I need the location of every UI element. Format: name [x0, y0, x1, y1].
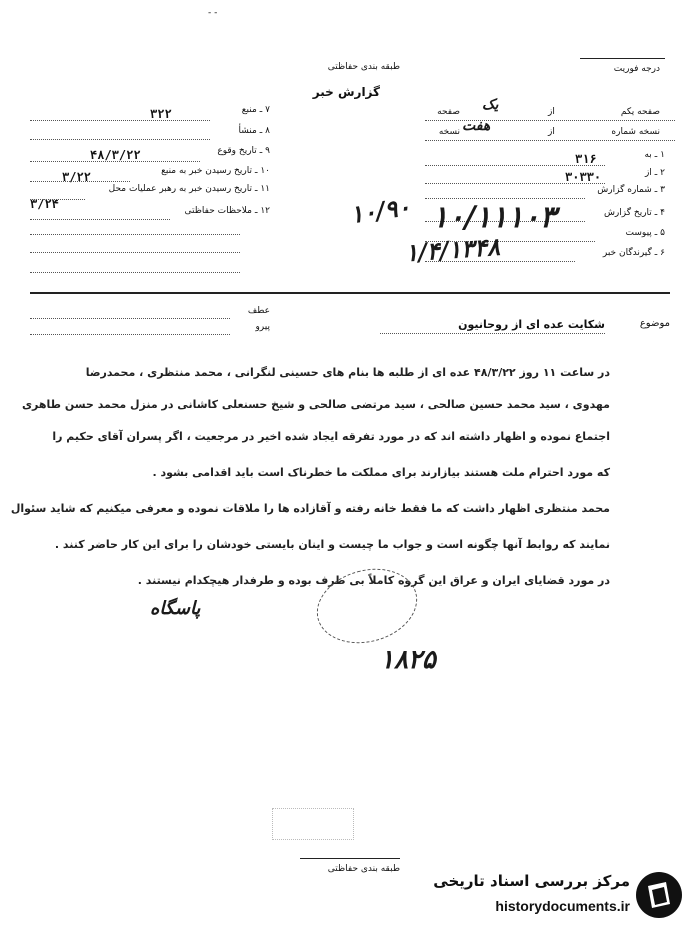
- field-to-value: ۳۱۶: [575, 152, 597, 166]
- brand-logo-icon: [636, 872, 682, 918]
- field-report-number-label: ۳ ـ شماره گزارش: [597, 185, 665, 195]
- faint-mark: [272, 808, 354, 840]
- body-line: در مورد قضایای ایران و عراق این گروه کاملاً بی طرف بوده و طرفدار هیچکدام نیستند .: [137, 574, 610, 587]
- classification-top: طبقه بندی حفاظتی: [327, 62, 400, 72]
- field-security-notes-label: ۱۲ ـ ملاحظات حفاظتی: [184, 206, 270, 216]
- subject-text: شکایت عده ای از روحانیون: [458, 318, 605, 331]
- field-from-value: ۳۰۳۳۰: [565, 170, 602, 184]
- watermark: [420, 868, 690, 924]
- handwritten-signature-number: ۱۸۲۵: [380, 645, 436, 675]
- field-news-to-leader-label: ۱۱ ـ تاریخ رسیدن خبر به رهبر عملیات محل: [108, 184, 270, 194]
- official-stamp: [308, 558, 425, 654]
- field-to-label: ۱ ـ به: [644, 150, 665, 160]
- handwritten-ref: ۱۰/۱۱۱۰۳: [432, 200, 556, 235]
- field-page-value: یک: [482, 97, 499, 113]
- field-page-suffix: صفحه: [437, 107, 460, 117]
- field-news-to-source-label: ۱۰ ـ تاریخ رسیدن خبر به منبع: [161, 166, 270, 176]
- handwritten-date: ۱/۴/۱۳۴۸: [404, 231, 501, 268]
- field-source-label: ۷ ـ منبع: [241, 105, 270, 115]
- subject-label: موضوع: [639, 318, 670, 329]
- field-from-label: ۲ ـ از: [644, 168, 665, 178]
- field-report-date-label: ۴ ـ تاریخ گزارش: [603, 208, 665, 218]
- field-page-of: از: [548, 107, 555, 117]
- field-source-value: ۳۲۲: [150, 107, 172, 121]
- body-line: نمایند که روابط آنها چگونه است و جواب ما چیست و اینان بایستی خودشان را برای این کار حاضر کنند .: [54, 538, 610, 551]
- document-title: گزارش خبر: [312, 85, 380, 99]
- attach-label: عطف: [247, 306, 270, 316]
- follow-label: پیرو: [255, 322, 270, 332]
- field-event-date-label: ۹ ـ تاریخ وقوع: [217, 146, 270, 156]
- brand-url: historydocuments.ir: [495, 898, 630, 914]
- priority-rule: [580, 58, 665, 59]
- body-line: که مورد احترام ملت هستند بیازارند برای مملکت ما خطرناک است باید اقدامی بشود .: [152, 466, 610, 479]
- body-line: مهدوی ، سید محمد حسین صالحی ، سید مرتضی صالحی و شیخ حسنعلی کاشانی در منزل محمد حسن طاهری: [21, 398, 610, 411]
- body-line: محمد منتظری اظهار داشت که ما فقط خانه رفته و آقازاده ها را ملاقات نموده و معرفی میکنیم که شاید سئوال: [10, 502, 610, 515]
- field-news-to-source-value: ۳/۲۲: [62, 170, 91, 184]
- field-page-label: صفحه یکم: [620, 107, 660, 117]
- footer-rule: [300, 858, 400, 859]
- field-recipients-label: ۶ ـ گیرندگان خبر: [602, 248, 665, 258]
- body-line: در ساعت ۱۱ روز ۴۸/۳/۲۲ عده ای از طلبه ها بنام های حسینی لنگرانی ، محمد منتظری ، محمدرضا: [85, 366, 610, 379]
- priority-label: درجه فوریت: [613, 64, 660, 74]
- body-line: اجتماع نموده و اظهار داشته اند که در مورد تفرقه ایجاد شده اخیر در مرجعیت ، اگر پسران آقای حکیم را: [52, 430, 610, 443]
- header-divider: [30, 292, 670, 294]
- field-copy-label: نسخه شماره: [611, 127, 660, 137]
- handwritten-number: ۱۰/۹۰: [348, 191, 413, 230]
- field-copy-of: از: [548, 127, 555, 137]
- field-attachment-label: ۵ ـ پیوست: [625, 228, 665, 238]
- signature: پاسگاه: [150, 598, 201, 619]
- field-news-to-leader-value: ۳/۲۴: [30, 197, 59, 211]
- field-copy-value: هفت: [462, 118, 491, 134]
- field-event-date-value: ۴۸/۳/۲۲: [90, 148, 141, 162]
- field-origin-label: ۸ ـ منشأ: [238, 126, 270, 136]
- classification-bottom: طبقه بندی حفاظتی: [327, 864, 400, 874]
- brand-name: مرکز بررسی اسناد تاریخی: [433, 872, 630, 890]
- field-copy-suffix: نسخه: [438, 127, 460, 137]
- top-mark: - -: [208, 8, 218, 18]
